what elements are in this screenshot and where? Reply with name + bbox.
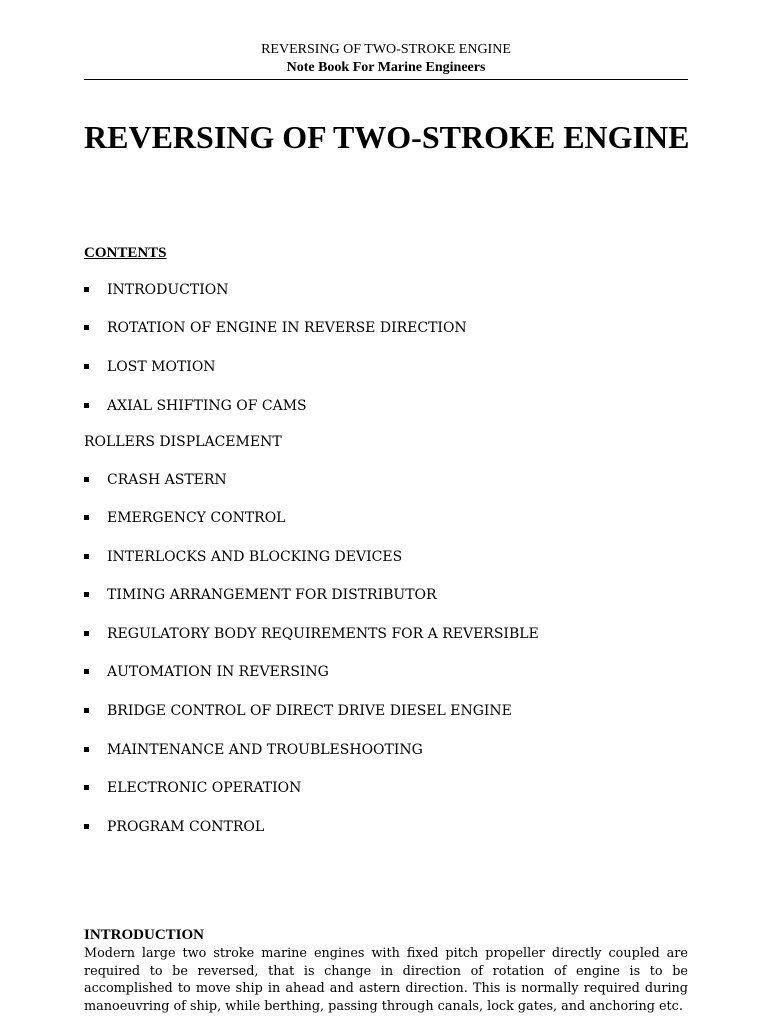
bullet-icon (84, 669, 89, 674)
introduction-paragraph: Modern large two stroke marine engines with fixed pitch propeller directly coupled are required to be reversed, that is change in direction of rotation of engine is to be accomplished to move ship in ahead and astern direction. This is normally required during manoeuvring of ship, while berthing, passing through canals, lock gates, and anchoring etc. (84, 946, 688, 1014)
contents-item-text: INTRODUCTION (107, 282, 229, 298)
document-title: REVERSING OF TWO-STROKE ENGINE (84, 119, 690, 155)
bullet-icon (84, 364, 89, 369)
bullet-icon (84, 747, 89, 752)
contents-item-text: LOST MOTION (107, 359, 216, 375)
contents-item-text: AXIAL SHIFTING OF CAMS (107, 398, 307, 414)
contents-item-text: AUTOMATION IN REVERSING (107, 664, 329, 680)
contents-item-text: REGULATORY BODY REQUIREMENTS FOR A REVERSIBLE (107, 626, 539, 642)
contents-item-text: EMERGENCY CONTROL (107, 510, 286, 526)
bullet-icon (84, 403, 89, 408)
bullet-icon (84, 515, 89, 520)
bullet-icon (84, 824, 89, 829)
document-page (84, 0, 688, 1024)
contents-item-text: ELECTRONIC OPERATION (107, 780, 302, 796)
running-header-title: REVERSING OF TWO-STROKE ENGINE (261, 42, 511, 57)
bullet-icon (84, 477, 89, 482)
header-rule (84, 79, 688, 80)
introduction-heading: INTRODUCTION (84, 927, 205, 943)
contents-item-text: PROGRAM CONTROL (107, 819, 265, 835)
bullet-icon (84, 554, 89, 559)
bullet-icon (84, 325, 89, 330)
bullet-icon (84, 631, 89, 636)
contents-item-text: ROTATION OF ENGINE IN REVERSE DIRECTION (107, 320, 467, 336)
running-header-subtitle: Note Book For Marine Engineers (286, 60, 486, 75)
contents-heading: CONTENTS (84, 245, 167, 261)
contents-item-text: MAINTENANCE AND TROUBLESHOOTING (107, 742, 423, 758)
contents-item-text: CRASH ASTERN (107, 472, 227, 488)
contents-item-text: TIMING ARRANGEMENT FOR DISTRIBUTOR (107, 587, 437, 603)
contents-item-unbulleted: ROLLERS DISPLACEMENT (84, 434, 282, 450)
contents-item-text: BRIDGE CONTROL OF DIRECT DRIVE DIESEL ENGINE (107, 703, 512, 719)
bullet-icon (84, 592, 89, 597)
bullet-icon (84, 785, 89, 790)
contents-item-text: INTERLOCKS AND BLOCKING DEVICES (107, 549, 403, 565)
bullet-icon (84, 287, 89, 292)
bullet-icon (84, 708, 89, 713)
